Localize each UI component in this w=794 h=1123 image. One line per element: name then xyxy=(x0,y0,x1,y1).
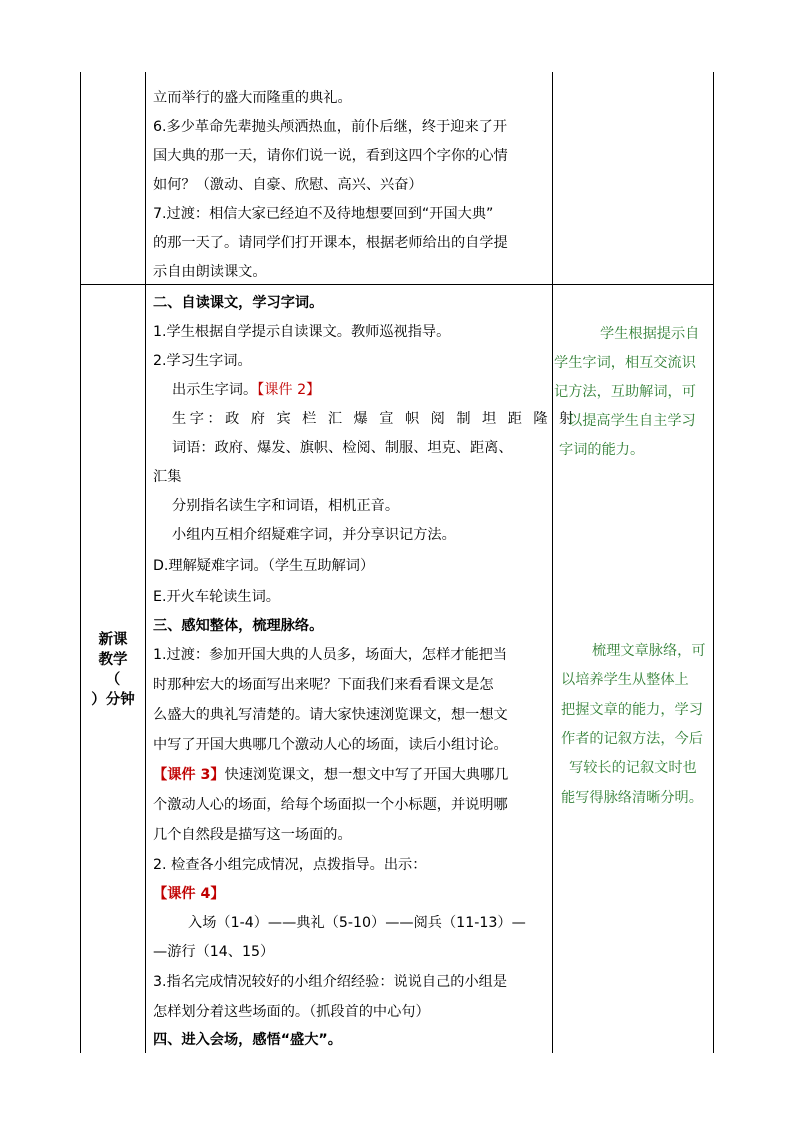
table-border-left xyxy=(80,72,81,1053)
upper-line-2: 6.多少革命先辈抛头颅洒热血，前仆后继，终于迎来了开 xyxy=(153,119,508,135)
note-2-line-3: 把握文章的能力，学习 xyxy=(561,702,703,718)
courseware-tag-4: 【课件 4】 xyxy=(153,886,225,902)
s2-show-words xyxy=(172,380,320,400)
s3-courseware-3-line-1 xyxy=(153,765,508,785)
note-2-line-6: 能写得脉络清晰分明。 xyxy=(561,790,703,806)
note-1-line-4: 以提高学生自主学习 xyxy=(568,413,696,429)
section-4-title: 四、进入会场，感悟“盛大”。 xyxy=(153,1032,342,1048)
section-3-title: 三、感知整体，梳理脉络。 xyxy=(153,618,324,634)
table-border-right xyxy=(713,72,714,1053)
s3-flow-line-1: 入场（1-4）——典礼（5-10）——阅兵（11-13）— xyxy=(188,915,526,931)
s3-item-1-line-4: 中写了开国大典哪几个激动人心的场面，读后小组讨论。 xyxy=(153,737,508,753)
note-1-line-5: 字词的能力。 xyxy=(559,442,645,458)
upper-line-1: 立而举行的盛大而隆重的典礼。 xyxy=(153,90,352,106)
table-row-separator xyxy=(80,284,714,285)
s3-item-1-line-1: 1.过渡：参加开国大典的人员多，场面大，怎样才能把当 xyxy=(153,647,508,663)
s3-flow-line-2: —游行（14、15） xyxy=(153,944,275,960)
upper-line-5: 7.过渡：相信大家已经迫不及待地想要回到“开国大典” xyxy=(153,206,494,222)
note-2-line-1: 梳理文章脉络，可 xyxy=(592,643,706,659)
side-label-line-2: 教学 xyxy=(98,652,128,668)
table-divider-2 xyxy=(552,72,553,1053)
table-divider-1 xyxy=(145,72,146,1053)
s2-item-1: 1.学生根据自学提示自读课文。教师巡视指导。 xyxy=(153,324,451,340)
s3-courseware-3-text: 快速浏览课文，想一想文中写了开国大典哪几 xyxy=(224,767,509,783)
note-2-line-4: 作者的记叙方法，今后 xyxy=(561,731,703,747)
courseware-tag-2: 【课件 2】 xyxy=(257,382,321,398)
side-label-line-3: （ xyxy=(105,672,121,688)
section-2-title: 二、自读课文，学习字词。 xyxy=(153,295,324,311)
s3-item-3-line-1: 3.指名完成情况较好的小组介绍经验：说说自己的小组是 xyxy=(153,974,508,990)
s2-item-2: 2.学习生字词。 xyxy=(153,353,252,369)
s3-item-1-line-2: 时那种宏大的场面写出来呢？下面我们来看看课文是怎 xyxy=(153,677,494,693)
s3-courseware-3-line-3: 几个自然段是描写这一场面的。 xyxy=(153,827,352,843)
note-2-line-5: 写较长的记叙文时也 xyxy=(569,760,697,776)
s2-new-characters: 生字：政 府 宾 栏 汇 爆 宣 帜 阅 制 坦 距 隆 射 xyxy=(172,411,577,427)
s3-item-2: 2. 检查各小组完成情况，点拨指导。出示： xyxy=(153,857,427,873)
upper-line-7: 示自由朗读课文。 xyxy=(153,264,267,280)
note-1-line-2: 学生字词，相互交流识 xyxy=(554,355,696,371)
s3-item-1-line-3: 么盛大的典礼写清楚的。请大家快速浏览课文，想一想文 xyxy=(153,707,508,723)
s2-words-line-1: 词语：政府、爆发、旗帜、检阅、制服、坦克、距离、 xyxy=(172,440,513,456)
s2-group-share: 小组内互相介绍疑难字词，并分享识记方法。 xyxy=(172,527,456,543)
upper-line-6: 的那一天了。请同学们打开课本，根据老师给出的自学提 xyxy=(153,235,508,251)
s3-courseware-3-line-2: 个激动人心的场面，给每个场面拟一个小标题，并说明哪 xyxy=(153,797,508,813)
side-label-line-1: 新课 xyxy=(98,632,128,648)
side-label-line-4: ）分钟 xyxy=(91,692,135,708)
note-2-line-2: 以培养学生从整体上 xyxy=(561,672,689,688)
note-1-line-1: 学生根据提示自 xyxy=(600,326,700,342)
courseware-tag-3: 【课件 3】 xyxy=(153,767,225,783)
section-label-new-lesson xyxy=(83,630,143,710)
upper-line-4: 如何？（激动、自豪、欣慰、高兴、兴奋） xyxy=(153,177,423,193)
s2-words-line-2: 汇集 xyxy=(153,469,182,485)
s2-item-d: D.理解疑难字词。（学生互助解词） xyxy=(153,558,375,574)
s2-read-aloud: 分别指名读生字和词语，相机正音。 xyxy=(172,498,400,514)
upper-line-3: 国大典的那一天，请你们说一说，看到这四个字你的心情 xyxy=(153,148,508,164)
s2-item-e: E.开火车轮读生词。 xyxy=(153,589,280,605)
s2-show-text: 出示生字词。 xyxy=(172,382,258,398)
note-1-line-3: 记方法，互助解词，可 xyxy=(554,384,696,400)
s3-item-3-line-2: 怎样划分着这些场面的。（抓段首的中心句） xyxy=(153,1004,430,1020)
